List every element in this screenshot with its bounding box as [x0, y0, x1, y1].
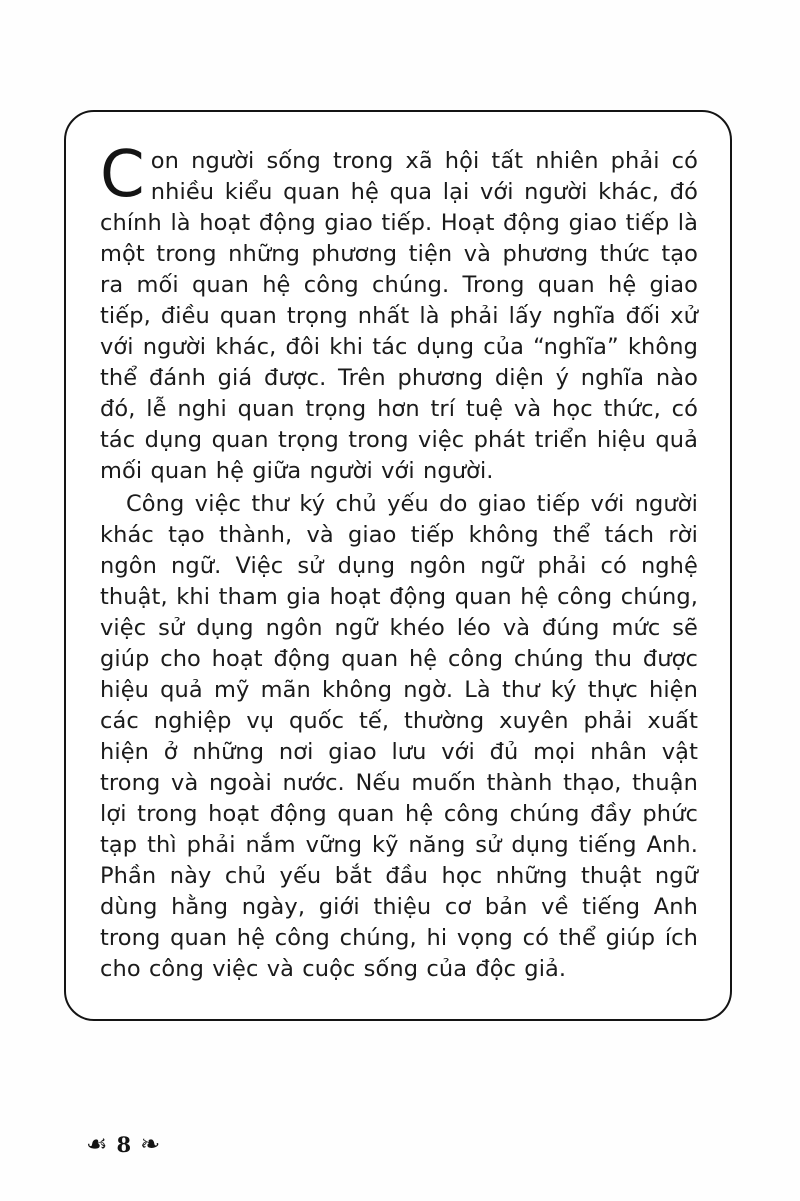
text-frame: [64, 110, 732, 1021]
page-number: 8: [116, 1131, 132, 1157]
page-number-footer: [86, 1132, 160, 1156]
paragraph-1-text: on người sống trong xã hội tất nhiên phải có nhiều kiểu quan hệ qua lại với người khác, đó chính là hoạt động giao tiếp. Hoạt động giao tiếp là một trong những phương tiện và phương thức tạo ra mối quan hệ công chúng. Trong quan hệ giao tiếp, điều quan trọng nhất là phải lấy nghĩa đối xử với người khác, đôi khi tác dụng của “nghĩa” không thể đánh giá được. Trên phương diện ý nghĩa nào đó, lễ nghi quan trọng hơn trí tuệ và học thức, có tác dụng quan trọng trong việc phát triển hiệu quả mối quan hệ giữa người với người.: [100, 148, 698, 484]
right-ornament-icon: ❧: [140, 1130, 161, 1158]
paragraph-1: [100, 138, 698, 487]
paragraph-2: Công việc thư ký chủ yếu do giao tiếp với người khác tạo thành, và giao tiếp không thể tách rời ngôn ngữ. Việc sử dụng ngôn ngữ phải có nghệ thuật, khi tham gia hoạt động quan hệ công chúng, việc sử dụng ngôn ngữ khéo léo và đúng mức sẽ giúp cho hoạt động quan hệ công chúng thu được hiệu quả mỹ mãn không ngờ. Là thư ký thực hiện các nghiệp vụ quốc tế, thường xuyên phải xuất hiện ở những nơi giao lưu với đủ mọi nhân vật trong và ngoài nước. Nếu muốn thành thạo, thuận lợi trong hoạt động quan hệ công chúng đầy phức tạp thì phải nắm vững kỹ năng sử dụng tiếng Anh. Phần này chủ yếu bắt đầu học những thuật ngữ dùng hằng ngày, giới thiệu cơ bản về tiếng Anh trong quan hệ công chúng, hi vọng có thể giúp ích cho công việc và cuộc sống của độc giả.: [100, 491, 698, 982]
body-text: [100, 138, 698, 985]
drop-cap: C: [100, 138, 145, 212]
left-ornament-icon: ☙: [86, 1130, 108, 1158]
